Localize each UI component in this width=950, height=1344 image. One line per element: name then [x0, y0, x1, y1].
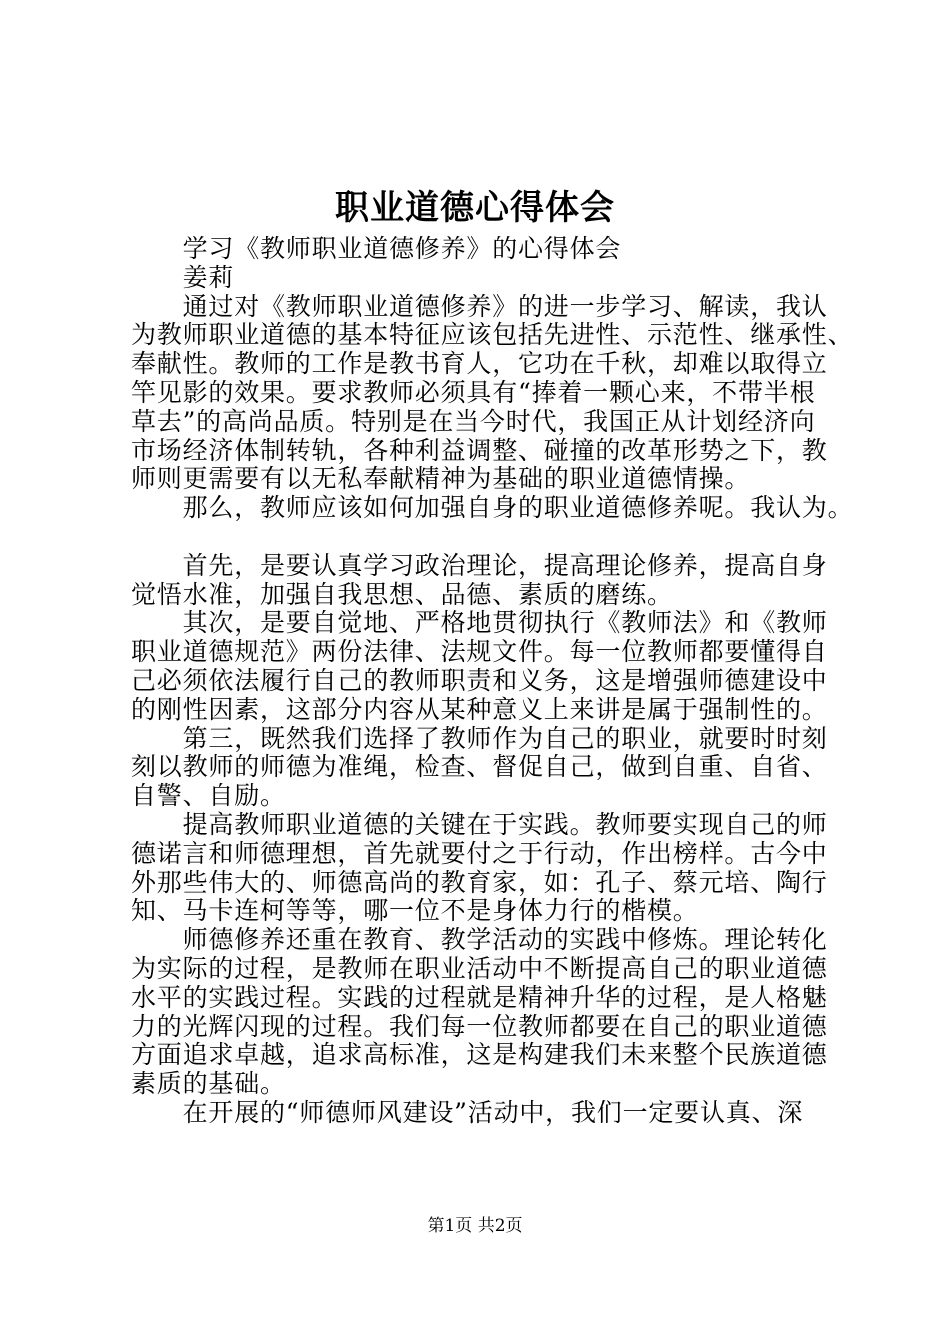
text-line: 力的光辉闪现的过程。我们每一位教师都要在自己的职业道德	[131, 1011, 828, 1041]
text-line: 那么，教师应该如何加强自身的职业道德修养呢。我认为。	[131, 493, 854, 523]
text-line: 水平的实践过程。实践的过程就是精神升华的过程，是人格魅	[131, 982, 828, 1012]
text-line: 觉悟水准，加强自我思想、品德、素质的磨练。	[131, 579, 673, 609]
text-line: 德诺言和师德理想，首先就要付之于行动，作出榜样。古今中	[131, 838, 828, 868]
text-line: 外那些伟大的、师德高尚的教育家，如：孔子、蔡元培、陶行	[131, 867, 828, 897]
text-line: 的刚性因素，这部分内容从某种意义上来讲是属于强制性的。	[131, 694, 828, 724]
text-line: 师德修养还重在教育、教学活动的实践中修炼。理论转化	[131, 925, 828, 955]
text-line: 知、马卡连柯等等，哪一位不是身体力行的楷模。	[131, 896, 699, 926]
text-line: 姜莉	[131, 262, 235, 292]
text-line: 学习《教师职业道德修养》的心得体会	[131, 234, 622, 263]
text-line: 奉献性。教师的工作是教书育人，它功在千秋，却难以取得立	[131, 349, 828, 379]
text-line: 职业道德规范》两份法律、法规文件。每一位教师都要懂得自	[131, 637, 828, 667]
document-title: 职业道德心得体会	[335, 188, 615, 228]
text-line: 方面追求卓越，追求高标准，这是构建我们未来整个民族道德	[131, 1040, 828, 1070]
text-line: 其次，是要自觉地、严格地贯彻执行《教师法》和《教师	[131, 608, 828, 638]
text-line: 素质的基础。	[131, 1069, 286, 1099]
blank-line	[131, 523, 831, 552]
text-line: 市场经济体制转轨，各种利益调整、碰撞的改革形势之下，教	[131, 435, 828, 465]
document-body	[131, 234, 854, 1128]
text-line: 刻以教师的师德为准绳，检查、督促自己，做到自重、自省、	[131, 752, 828, 782]
text-line: 通过对《教师职业道德修养》的进一步学习、解读，我认	[131, 291, 828, 321]
text-line: 自警、自励。	[131, 781, 286, 811]
text-line: 首先，是要认真学习政治理论，提高理论修养，提高自身	[131, 550, 828, 580]
text-line: 第三，既然我们选择了教师作为自己的职业，就要时时刻	[131, 723, 828, 753]
text-line: 为教师职业道德的基本特征应该包括先进性、示范性、继承性、	[131, 320, 854, 350]
text-line: 师则更需要有以无私奉献精神为基础的职业道德情操。	[131, 464, 751, 494]
text-line: 己必须依法履行自己的教师职责和义务，这是增强师德建设中	[131, 665, 828, 695]
text-line: 为实际的过程，是教师在职业活动中不断提高自己的职业道德	[131, 953, 828, 983]
text-line: 在开展的“师德师风建设”活动中，我们一定要认真、深	[131, 1097, 804, 1127]
text-line: 提高教师职业道德的关键在于实践。教师要实现自己的师	[131, 809, 828, 839]
text-line: 竿见影的效果。要求教师必须具有“捧着一颗心来，不带半根	[131, 377, 816, 407]
page-footer: 第1页 共2页	[427, 1216, 523, 1236]
text-line: 草去”的高尚品质。特别是在当今时代，我国正从计划经济向	[131, 406, 816, 436]
